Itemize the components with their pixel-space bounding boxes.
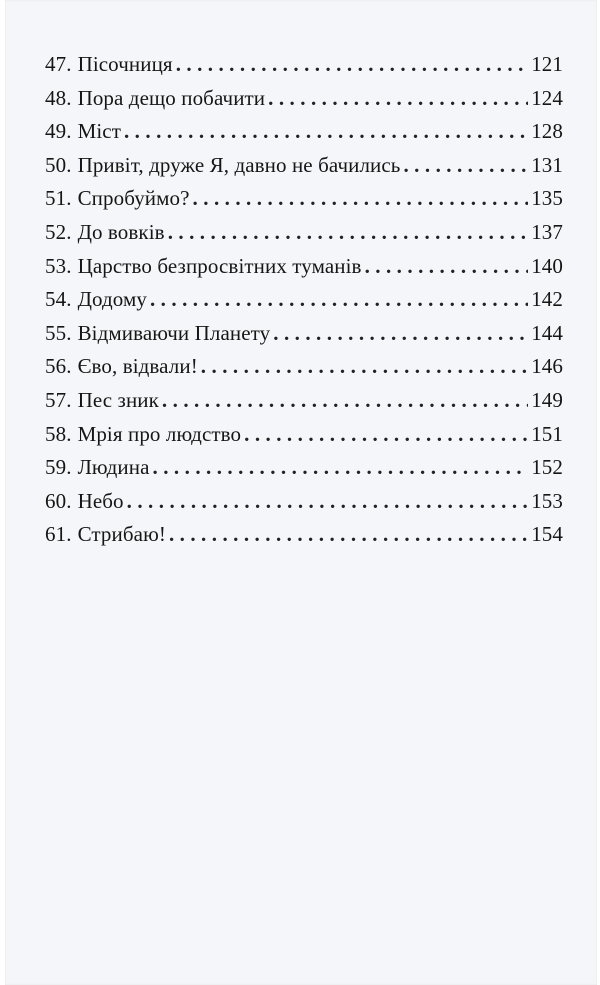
- entry-number: 49.: [45, 119, 72, 144]
- dot-leader: [273, 321, 528, 346]
- entry-title: Царство безпросвітних туманів: [77, 253, 362, 278]
- table-of-contents: [45, 52, 563, 556]
- toc-entry: [45, 119, 563, 153]
- dot-leader: [176, 52, 529, 77]
- entry-page-number: 140: [531, 253, 563, 278]
- entry-number: 52.: [45, 219, 72, 244]
- toc-entry: [45, 455, 563, 489]
- toc-entry: [45, 422, 563, 456]
- entry-title: Додому: [77, 287, 147, 312]
- entry-title: Привіт, друже Я, давно не бачились: [77, 152, 401, 177]
- entry-number: 51.: [45, 186, 72, 211]
- toc-entry: [45, 186, 563, 220]
- dot-leader: [162, 388, 528, 413]
- entry-title: Спробуймо?: [77, 186, 190, 211]
- dot-leader: [127, 489, 529, 514]
- entry-page-number: 152: [531, 455, 563, 480]
- toc-entry: [45, 489, 563, 523]
- entry-page-number: 144: [531, 320, 563, 345]
- dot-leader: [201, 354, 528, 379]
- entry-title: Міст: [77, 119, 121, 144]
- entry-number: 47.: [45, 52, 72, 76]
- entry-page-number: 124: [531, 85, 563, 110]
- entry-page-number: 128: [531, 119, 563, 144]
- dot-leader: [168, 220, 529, 245]
- entry-number: 59.: [45, 455, 72, 480]
- toc-entry: [45, 388, 563, 422]
- dot-leader: [124, 119, 528, 144]
- dot-leader: [193, 186, 529, 211]
- toc-entry: [45, 86, 563, 120]
- entry-number: 48.: [45, 85, 72, 110]
- toc-entry: [45, 321, 563, 355]
- toc-entry: [45, 254, 563, 288]
- entry-page-number: 149: [531, 387, 563, 412]
- dot-leader: [403, 153, 528, 178]
- entry-title: Єво, відвали!: [77, 354, 198, 379]
- dot-leader: [169, 522, 528, 547]
- toc-entry: [45, 354, 563, 388]
- toc-entry: [45, 52, 563, 86]
- entry-number: 56.: [45, 354, 72, 379]
- entry-title: Пісочниця: [77, 52, 173, 76]
- entry-page-number: 121: [531, 52, 563, 76]
- entry-number: 50.: [45, 152, 72, 177]
- entry-page-number: 137: [531, 219, 563, 244]
- dot-leader: [153, 455, 529, 480]
- entry-number: 60.: [45, 488, 72, 513]
- dot-leader: [365, 254, 529, 279]
- dot-leader: [244, 422, 528, 447]
- entry-page-number: 153: [531, 488, 563, 513]
- entry-page-number: 146: [531, 354, 563, 379]
- book-page: [5, 0, 597, 985]
- entry-title: Пора дещо побачити: [77, 85, 266, 110]
- entry-title: Небо: [77, 488, 124, 513]
- entry-title: До вовків: [77, 219, 165, 244]
- entry-number: 55.: [45, 320, 72, 345]
- entry-number: 57.: [45, 387, 72, 412]
- entry-page-number: 135: [531, 186, 563, 211]
- toc-entry: [45, 153, 563, 187]
- entry-title: Стрибаю!: [77, 522, 166, 547]
- entry-page-number: 151: [531, 421, 563, 446]
- dot-leader: [268, 86, 528, 111]
- dot-leader: [150, 287, 528, 312]
- entry-title: Мрія про людство: [77, 421, 242, 446]
- toc-entry: [45, 220, 563, 254]
- entry-page-number: 154: [531, 522, 563, 547]
- entry-page-number: 131: [531, 152, 563, 177]
- toc-entry: [45, 522, 563, 556]
- entry-title: Людина: [77, 455, 150, 480]
- entry-title: Пес зник: [77, 387, 159, 412]
- toc-entry: [45, 287, 563, 321]
- entry-page-number: 142: [531, 287, 563, 312]
- entry-number: 54.: [45, 287, 72, 312]
- entry-title: Відмиваючи Планету: [77, 320, 271, 345]
- entry-number: 58.: [45, 421, 72, 446]
- entry-number: 61.: [45, 522, 72, 547]
- entry-number: 53.: [45, 253, 72, 278]
